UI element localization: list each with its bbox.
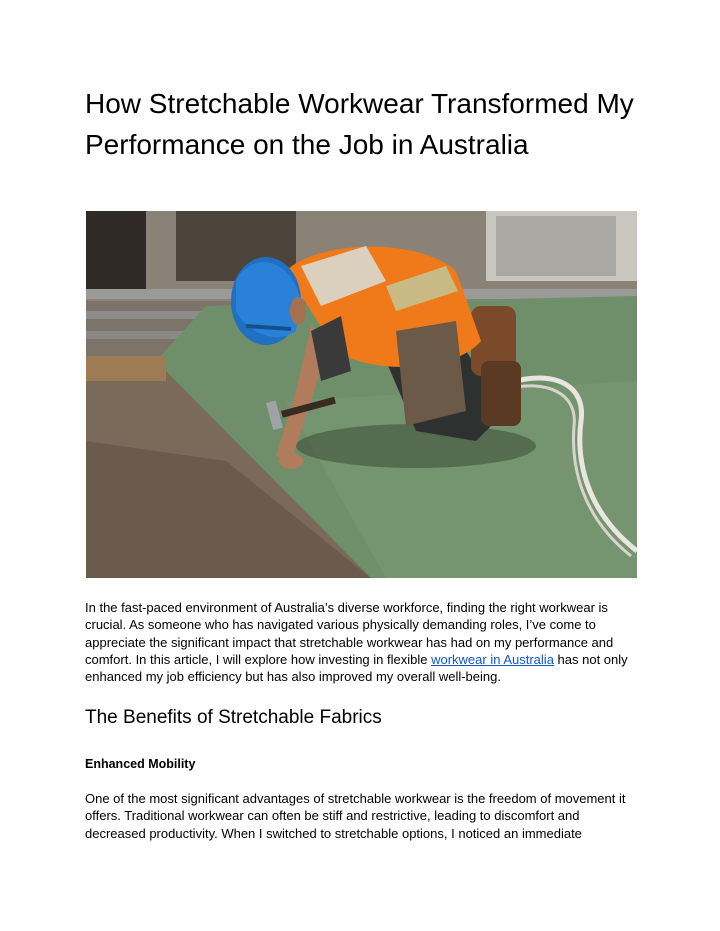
mobility-paragraph: One of the most significant advantages of stretchable workwear is the freedom of movement it offers. Traditional workwear can often be stiff and restrictive, leading to discomfort and decreased productivity. When I switched to stretchable options, I noticed an immediate (85, 791, 626, 841)
article-title: How Stretchable Workwear Transformed My Performance on the Job in Australia (85, 88, 634, 160)
subheading-enhanced-mobility: Enhanced Mobility (85, 757, 196, 771)
intro-text-before: In the fast-paced environment of Australia’s diverse workforce, finding the right workwear is crucial. As someone who has navigated various physically demanding roles, I’ve come to appreciate the significant impact that stretchable workwear has had on my performance and comfort. In this article, I will explore how investing in flexible (85, 600, 614, 667)
hero-image (86, 211, 637, 578)
workwear-australia-link[interactable]: workwear in Australia (431, 651, 554, 667)
construction-worker-photo (86, 211, 637, 578)
intro-text-after: has not only enhanced my job efficiency but has also improved my overall well-being. (85, 651, 628, 685)
intro-paragraph (85, 599, 635, 685)
section-heading: The Benefits of Stretchable Fabrics (85, 707, 382, 728)
